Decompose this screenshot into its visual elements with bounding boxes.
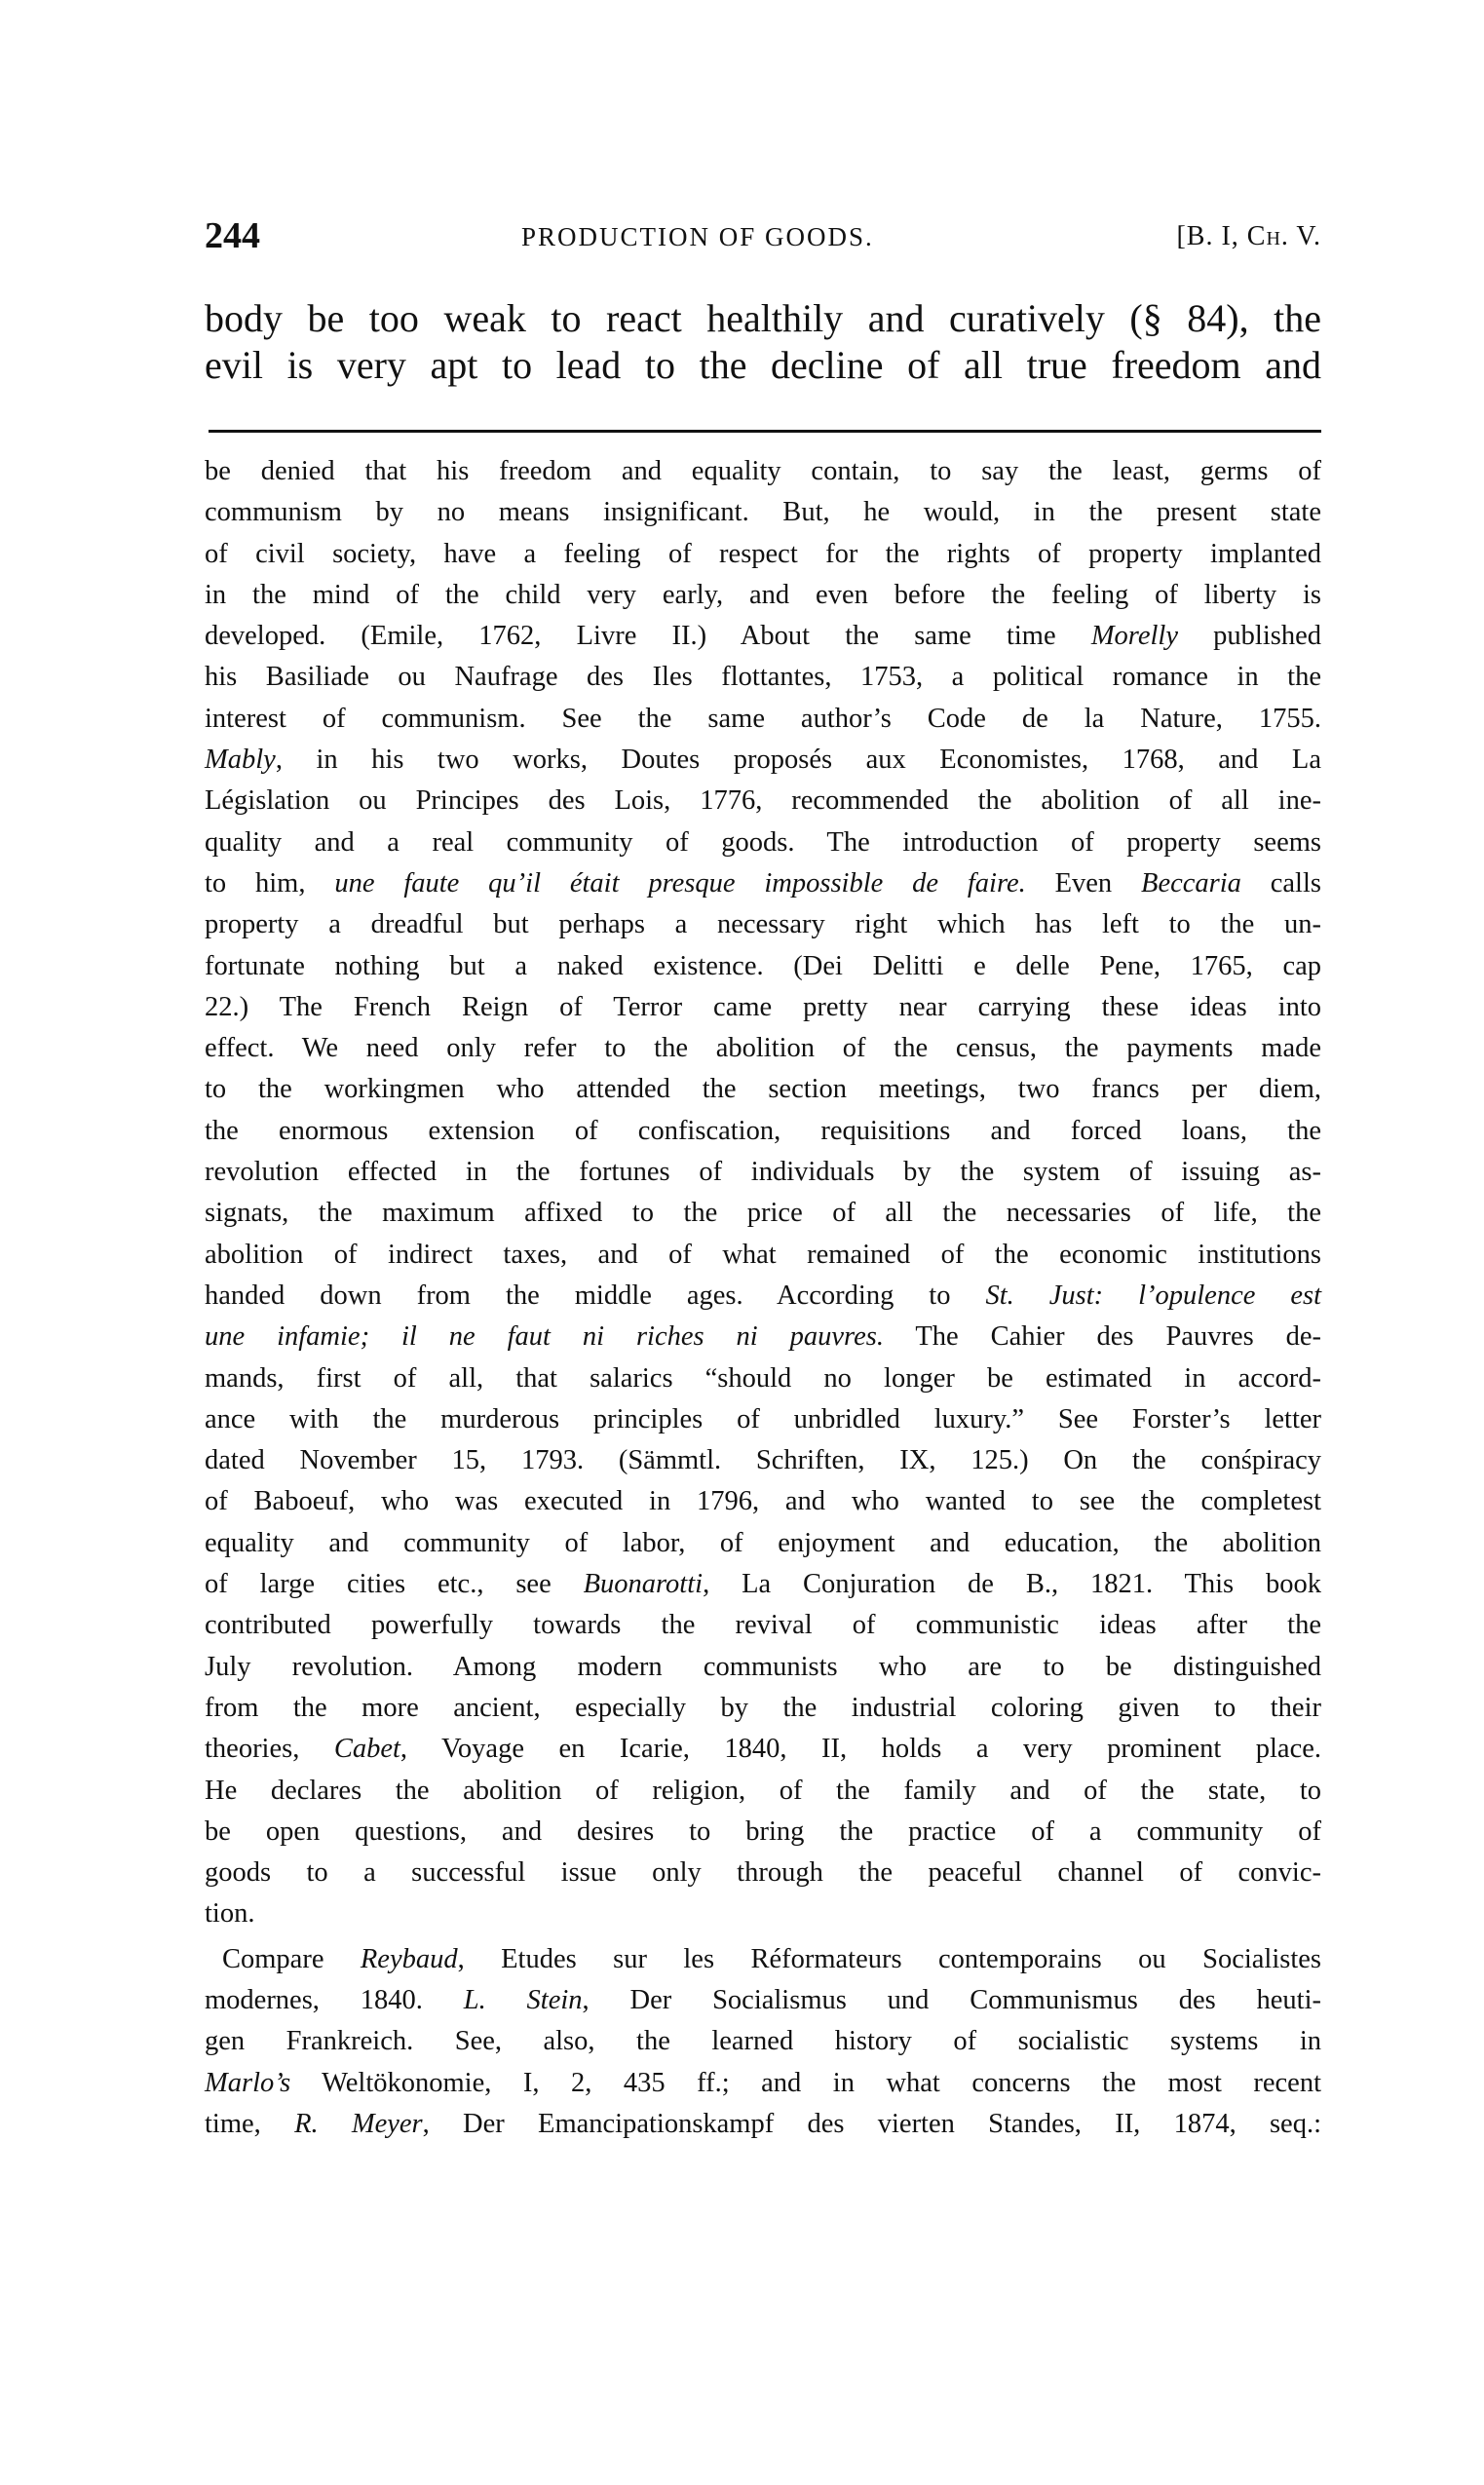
section-reference bbox=[1176, 219, 1321, 254]
footnote-line bbox=[205, 1771, 1321, 1812]
footnote-line bbox=[205, 1317, 1321, 1357]
footnote-line bbox=[205, 2021, 1321, 2062]
footnote-line bbox=[205, 1729, 1321, 1770]
footnote-line bbox=[205, 1893, 1321, 1934]
footnote-line bbox=[205, 492, 1321, 533]
footnote-line bbox=[205, 575, 1321, 616]
text-segment: ance with the murderous principles of unbridled luxury.” See Forster’s letter bbox=[205, 1403, 1321, 1434]
footnote-line bbox=[205, 987, 1321, 1028]
text-segment: of large cities etc., see bbox=[205, 1569, 584, 1600]
italic-text-segment: Marlo’s bbox=[205, 2067, 291, 2098]
footnote-line bbox=[205, 657, 1321, 698]
footnote-divider bbox=[209, 430, 1321, 433]
text-segment: interest of communism. See the same author’s Code de la Nature, 1755. bbox=[205, 703, 1321, 734]
text-segment: , Der Emancipationskampf des vierten Standes, II, 1874, seq.: bbox=[422, 2108, 1322, 2139]
text-segment: revolution effected in the fortunes of individuals by the system of issuing as- bbox=[205, 1157, 1321, 1188]
text-segment: theories, bbox=[205, 1734, 334, 1765]
footnote-line bbox=[205, 781, 1321, 822]
text-segment: effect. We need only refer to the abolition of the census, the payments made bbox=[205, 1033, 1321, 1064]
text-segment: equality and community of labor, of enjoyment and education, the abolition bbox=[205, 1527, 1321, 1558]
footnote-line bbox=[205, 1688, 1321, 1729]
text-segment: calls bbox=[1240, 867, 1321, 898]
text-segment: property a dreadful but perhaps a necessary right which has left to the un- bbox=[205, 909, 1321, 940]
body-line: body be too weak to react healthily and curatively (§ 84), the bbox=[205, 296, 1321, 340]
footnote-line bbox=[205, 1152, 1321, 1193]
footnote-line bbox=[205, 740, 1321, 781]
text-segment: , La Conjuration de B., 1821. This book bbox=[703, 1569, 1322, 1600]
footnote-line bbox=[205, 822, 1321, 863]
text-segment: abolition of indirect taxes, and of what remained of the economic institutions bbox=[205, 1239, 1321, 1270]
italic-text-segment: Buonarotti bbox=[583, 1569, 704, 1600]
footnote-line bbox=[205, 1276, 1321, 1317]
text-segment: Législation ou Principes des Lois, 1776, recommended the abolition of all ine- bbox=[205, 785, 1321, 817]
italic-text-segment: Morelly bbox=[1090, 621, 1178, 652]
footnote-line bbox=[205, 1399, 1321, 1440]
italic-text-segment: Mably bbox=[205, 745, 276, 776]
section-ref-suffix: . V. bbox=[1280, 221, 1321, 251]
footnote-line bbox=[205, 863, 1321, 904]
page-number: 244 bbox=[205, 215, 260, 256]
text-segment: time, bbox=[205, 2108, 295, 2139]
footnote-line bbox=[205, 1853, 1321, 1893]
text-segment: contributed powerfully towards the revival of communistic ideas after the bbox=[205, 1610, 1321, 1641]
text-segment: to him, bbox=[205, 867, 335, 898]
text-segment: his Basiliade ou Naufrage des Iles flottantes, 1753, a political romance in the bbox=[205, 662, 1321, 693]
text-segment: 22.) The French Reign of Terror came pretty near carrying these ideas into bbox=[205, 991, 1321, 1022]
footnote-line bbox=[205, 1605, 1321, 1646]
text-segment: signats, the maximum affixed to the price of all the necessaries of life, the bbox=[205, 1198, 1321, 1229]
text-segment: be denied that his freedom and equality contain, to say the least, germs of bbox=[205, 456, 1321, 486]
text-segment: , in his two works, Doutes proposés aux Economistes, 1768, and La bbox=[275, 745, 1321, 776]
text-segment: Compare bbox=[222, 1943, 361, 1974]
text-segment: , Etudes sur les Réformateurs contemporains ou Socialistes bbox=[457, 1943, 1322, 1974]
text-segment: goods to a successful issue only through the peaceful channel of convic- bbox=[205, 1857, 1321, 1889]
text-segment: modernes, 1840. bbox=[205, 1984, 464, 2015]
running-title: PRODUCTION OF GOODS. bbox=[521, 222, 874, 251]
section-ref-prefix: [B. I, bbox=[1176, 221, 1247, 251]
footnote-line bbox=[205, 616, 1321, 657]
italic-text-segment: une faute qu’il était presque impossible de faire. bbox=[334, 867, 1026, 898]
text-segment: handed down from the middle ages. According to bbox=[205, 1280, 986, 1311]
footnote-line bbox=[205, 946, 1321, 987]
italic-text-segment: Beccaria bbox=[1141, 867, 1241, 898]
text-segment: July revolution. Among modern communists who are to be distinguished bbox=[205, 1651, 1321, 1682]
body-line: evil is very apt to lead to the decline of all true freedom and bbox=[205, 343, 1321, 387]
footnote-line bbox=[205, 1481, 1321, 1522]
footnote-line bbox=[205, 1069, 1321, 1110]
footnote-line bbox=[205, 2104, 1321, 2145]
footnote-line bbox=[205, 1812, 1321, 1853]
text-segment: Even bbox=[1025, 867, 1142, 898]
text-segment: The Cahier des Pauvres de- bbox=[883, 1321, 1322, 1353]
footnote-line bbox=[205, 451, 1321, 492]
footnote-line bbox=[205, 904, 1321, 945]
footnote-text bbox=[205, 451, 1321, 2145]
footnote-line bbox=[205, 1111, 1321, 1152]
text-segment: to the workingmen who attended the section meetings, two francs per diem, bbox=[205, 1074, 1321, 1105]
text-segment: be open questions, and desires to bring the practice of a community of bbox=[205, 1816, 1321, 1847]
italic-text-segment: R. Meyer bbox=[294, 2108, 423, 2139]
italic-text-segment: une infamie; il ne faut ni riches ni pauvres. bbox=[205, 1321, 884, 1353]
italic-text-segment: Reybaud bbox=[360, 1943, 458, 1974]
text-segment: quality and a real community of goods. The introduction of property seems bbox=[205, 826, 1321, 858]
footnote-line bbox=[205, 1647, 1321, 1688]
italic-text-segment: St. Just: l’opulence est bbox=[985, 1280, 1322, 1311]
text-segment: , Voyage en Icarie, 1840, II, holds a very prominent place. bbox=[400, 1734, 1322, 1765]
text-segment: gen Frankreich. See, also, the learned history of socialistic systems in bbox=[205, 2026, 1321, 2057]
footnote-line bbox=[205, 699, 1321, 740]
main-body-text bbox=[205, 295, 1321, 389]
text-segment: published bbox=[1177, 621, 1322, 652]
section-ref-chapter-abbrev: Ch bbox=[1246, 221, 1281, 251]
footnote-line bbox=[205, 1193, 1321, 1234]
text-segment: in the mind of the child very early, and even before the feeling of liberty is bbox=[205, 579, 1321, 610]
text-segment: of Baboeuf, who was executed in 1796, and who wanted to see the completest bbox=[205, 1486, 1321, 1517]
footnote-line bbox=[205, 1028, 1321, 1069]
footnote-line bbox=[205, 1564, 1321, 1605]
text-segment: of civil society, have a feeling of respect for the rights of property implanted bbox=[205, 538, 1321, 569]
text-segment: Weltökonomie, I, 2, 435 ff.; and in what concerns the most recent bbox=[290, 2067, 1321, 2098]
footnote-line bbox=[205, 2063, 1321, 2104]
running-header bbox=[205, 216, 1321, 255]
text-segment: fortunate nothing but a naked existence. (Dei Delitti e delle Pene, 1765, cap bbox=[205, 950, 1321, 981]
text-segment: developed. (Emile, 1762, Livre II.) About the same time bbox=[205, 621, 1091, 652]
text-segment: communism by no means insignificant. But, he would, in the present state bbox=[205, 497, 1321, 528]
text-segment: dated November 15, 1793. (Sämmtl. Schriften, IX, 125.) On the conśpiracy bbox=[205, 1445, 1321, 1476]
text-segment: He declares the abolition of religion, of the family and of the state, to bbox=[205, 1775, 1321, 1806]
footnote-line bbox=[205, 1235, 1321, 1276]
text-segment: , Der Socialismus und Communismus des heuti- bbox=[582, 1984, 1322, 2015]
text-segment: tion. bbox=[205, 1898, 255, 1930]
text-segment: from the more ancient, especially by the industrial coloring given to their bbox=[205, 1692, 1321, 1723]
footnote-line bbox=[205, 1440, 1321, 1481]
italic-text-segment: L. Stein bbox=[463, 1984, 583, 2015]
footnote-line bbox=[205, 534, 1321, 575]
text-segment: the enormous extension of confiscation, requisitions and forced loans, the bbox=[205, 1115, 1321, 1146]
footnote-line bbox=[205, 1358, 1321, 1399]
footnote-line bbox=[205, 1939, 1321, 1980]
footnote-line bbox=[205, 1980, 1321, 2021]
footnote-line bbox=[205, 1523, 1321, 1564]
italic-text-segment: Cabet bbox=[333, 1734, 400, 1765]
text-segment: mands, first of all, that salarics “should no longer be estimated in accord- bbox=[205, 1362, 1321, 1394]
